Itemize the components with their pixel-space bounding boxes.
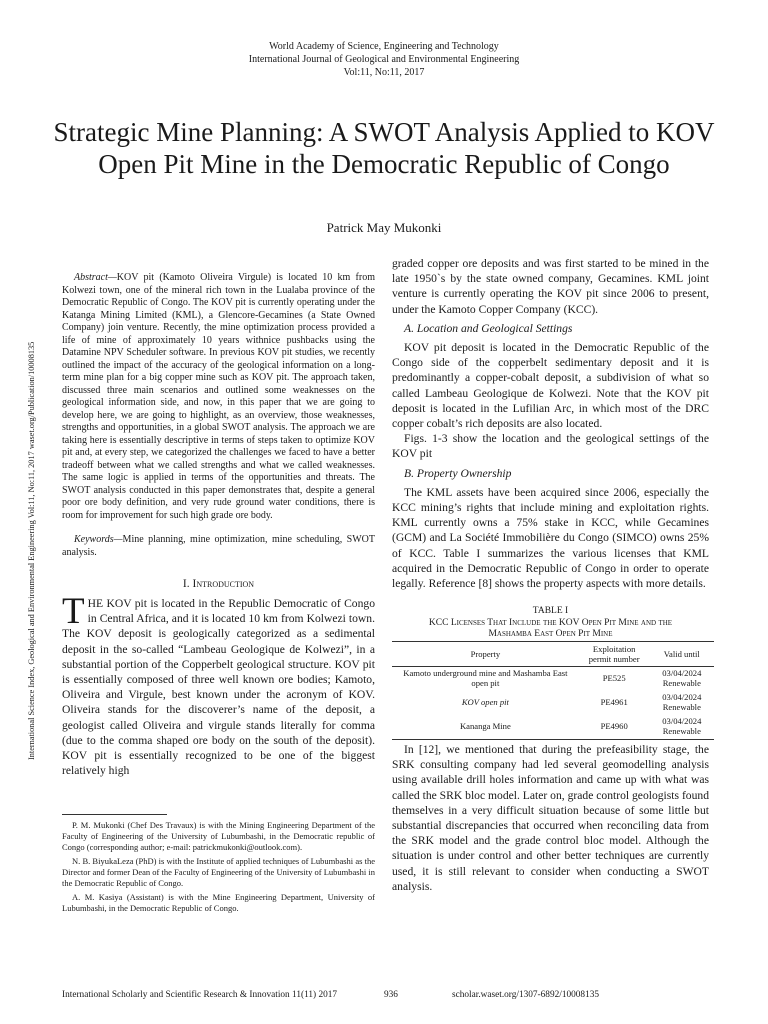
keywords-text: Mine planning, mine optimization, mine scheduling, SWOT analysis.: [62, 534, 375, 558]
table-cell-permit: PE4961: [600, 697, 628, 707]
intro-text: HE KOV pit is located in the Republic Democratic of Congo in Central Africa, and it is located 10 km from Kolwezi town. The KOV deposit is geologically categorized as a sedimental deposit in the so-called “Lambeau Geologique de Kolwezi”, in a substantial portion of the Copperbelt geological structure. KOV pit is essentially composed of three well known ore bodies; Kamoto, Oliveira and Virgule, best known under the acronym of KOV. Oliveira stands for the discoverer’s name of the deposit, a geologist called Oliveira and virgule stands literally for comma (due to the comma shaped ore body on the south of the deposit). KOV pit is essentially recognized to be one of the biggest relatively high: [62, 597, 375, 778]
left-column: [62, 272, 375, 778]
footnote-1: P. M. Mukonki (Chef Des Travaux) is with the Mining Engineering Department of the Faculty of Engineering of the University of Lubumbashi, in the Democratic republic of Congo (corresponding author; e-mail: patrickmukonki@outlook.com).: [62, 820, 375, 852]
table-cell-valid: 03/04/2024 Renewable: [662, 668, 702, 688]
abstract-text: KOV pit (Kamoto Oliveira Virgule) is located 10 km from Kolwezi town, one of the mineral rich town in the Lualaba province of the Democratic Republic of Congo. The KOV pit is currently operating under the Katanga Mining Limited (KML), a Glencore-Gecamines (a State Owned Company) join venture. Recently, the mine optimization process provided a life of mine of approximately 10 years withnice pushbacks using the Datamine NPV Scheduler software. In previous KOV pit studies, we recently outlined the impact of the accuracy of the geological information on a long-term mine plan for a big copper mine such as KOV pit. The approach taken, discussed three main scenarios and outlined some weaknesses on the geological information side, and now, in this paper that we are going to develop here, we are going to highlight, as an overview, those weaknesses, strengths and opportunities, in a global SWOT analysis. The approach we are taking here is essentially descriptive in terms of steps taken to optimize KOV pit and, at every step, we categorized the challenges we faced to have a better tradeoff between what we called strengths and what we called weaknesses. The same logic is applied in terms of the opportunities and threats. The SWOT analysis conducted in this paper demonstrates that, despite a general poor ore body definition, and very rude ground water conditions, there is room for improvement for such high grade ore body.: [62, 272, 375, 521]
table-cell-permit: PE4960: [579, 715, 650, 740]
right-intro-paragraph: graded copper ore deposits and was first started to be mined in the late 1950`s by the state owned company, Gecamines. KML joint venture is currently operating the KOV pit since 2006 to present, under the Kamoto Copper Company (KCC).: [392, 257, 709, 316]
table-cell-property: Kamoto underground mine and Mashamba East open pit: [403, 668, 568, 688]
footer-publisher: International Scholarly and Scientific Research & Innovation 11(11) 2017: [62, 990, 338, 1000]
table-header-row: [392, 642, 714, 667]
section-b-paragraph-1: The KML assets have been acquired since 2006, especially the KCC mining’s rights that include mining and exploitation rights. KML currently owns a 75% stake in KCC, while Gecamines (GCM) and La Société Immobilière du Congo (SIMCO) owns 25% of KCC. Table I summarizes the various licenses that KML acquired in the Democratic Republic of Congo in order to operate legally. Reference [8] shows the property aspects with more details.: [392, 485, 709, 591]
table-row: [392, 667, 714, 692]
keywords-label: Keywords: [74, 534, 114, 545]
abstract-dash: —: [107, 272, 117, 283]
keywords-dash: —: [113, 534, 123, 545]
abstract-label: Abstract: [74, 272, 108, 283]
table-header-valid: Valid until: [650, 642, 714, 667]
table-row: [392, 691, 714, 715]
journal-header: [0, 40, 768, 79]
keywords: [62, 534, 375, 559]
footnote-divider: [62, 814, 167, 815]
footnotes: [62, 820, 375, 917]
abstract: [62, 272, 375, 522]
table-cell-valid: 03/04/2024 Renewable: [662, 692, 702, 712]
right-column-lower: [392, 742, 709, 894]
subsection-heading-a: A. Location and Geological Settings: [404, 321, 573, 335]
footnote-3: A. M. Kasiya (Assistant) is with the Mine Engineering Department, University of Lubumbashi, in the Democratic Republic of Congo.: [62, 892, 375, 913]
side-citation: International Science Index, Geological and Environmental Engineering Vol:11, No:11, 2017 waset.org/Publication/10008135: [27, 341, 36, 760]
header-line-1: World Academy of Science, Engineering and Technology: [269, 41, 499, 52]
table-cell-property: Kananga Mine: [392, 715, 579, 740]
paper-title: Strategic Mine Planning: A SWOT Analysis Applied to KOV Open Pit Mine in the Democratic Republic of Congo: [53, 117, 715, 179]
footer-url[interactable]: scholar.waset.org/1307-6892/10008135: [452, 990, 600, 1000]
table-header-property: Property: [392, 642, 579, 667]
header-line-2: International Journal of Geological and Environmental Engineering: [248, 54, 520, 65]
section-a-paragraph-2: Figs. 1-3 show the location and the geological settings of the KOV pit: [392, 432, 709, 461]
prefeasibility-paragraph: In [12], we mentioned that during the prefeasibility stage, the SRK consulting company had led several geomodelling analysis using available drill holes information and came up with what was called the SRK bloc model. Later on, grade control geologists found themselves in a very difficult situation because of some little but substantial discrepancies that occurred when reconciling data from the SRK model and the grade control bloc model. Although the situation is under control and other better techniques are currently used, it is still relevant to consider when conducting a SWOT analysis.: [392, 743, 709, 893]
table-caption: [392, 606, 709, 641]
table-cell-permit: PE525: [602, 673, 626, 683]
subsection-heading-b: B. Property Ownership: [404, 466, 512, 480]
drop-cap: T: [62, 591, 85, 632]
table-caption-line-2: Mashamba East Open Pit Mine: [488, 629, 613, 639]
intro-paragraph: [62, 591, 375, 778]
section-a-paragraph-1: KOV pit deposit is located in the Democratic Republic of the Congo side of the copperbelt sedimentary deposit and it is predominantly a copper-cobalt deposit, a subdivision of what so called Lambeau Geologique de Kolwezi. Note that the KOV pit deposit is located in the Lufilian Arc, in which most of the DRC copper cobalt’s rich deposits are also located.: [392, 341, 709, 431]
section-number: I.: [182, 578, 190, 590]
paper-author: Patrick May Mukonki: [326, 220, 442, 235]
footer-page-number: 936: [384, 990, 398, 1000]
table-cell-property: KOV open pit: [461, 697, 509, 707]
header-line-3: Vol:11, No:11, 2017: [343, 67, 425, 78]
license-table: [392, 641, 714, 740]
section-heading-introduction: [62, 578, 375, 590]
right-column: [392, 256, 709, 591]
section-title: Introduction: [192, 578, 255, 590]
table-row: [392, 715, 714, 740]
table-number: TABLE I: [532, 606, 569, 616]
table-header-permit: Exploitation permit number: [579, 642, 650, 667]
table-cell-valid: 03/04/2024 Renewable: [650, 715, 714, 740]
table-caption-line-1: KCC Licenses That Include the KOV Open Pit Mine and the: [428, 617, 673, 628]
footnote-2: N. B. BiyukaLeza (PhD) is with the Institute of applied techniques of Lubumbashi as the Director and former Dean of the Faculty of Engineering of the University of Lubumbashi in the Democratic Republic of Congo.: [62, 856, 375, 888]
